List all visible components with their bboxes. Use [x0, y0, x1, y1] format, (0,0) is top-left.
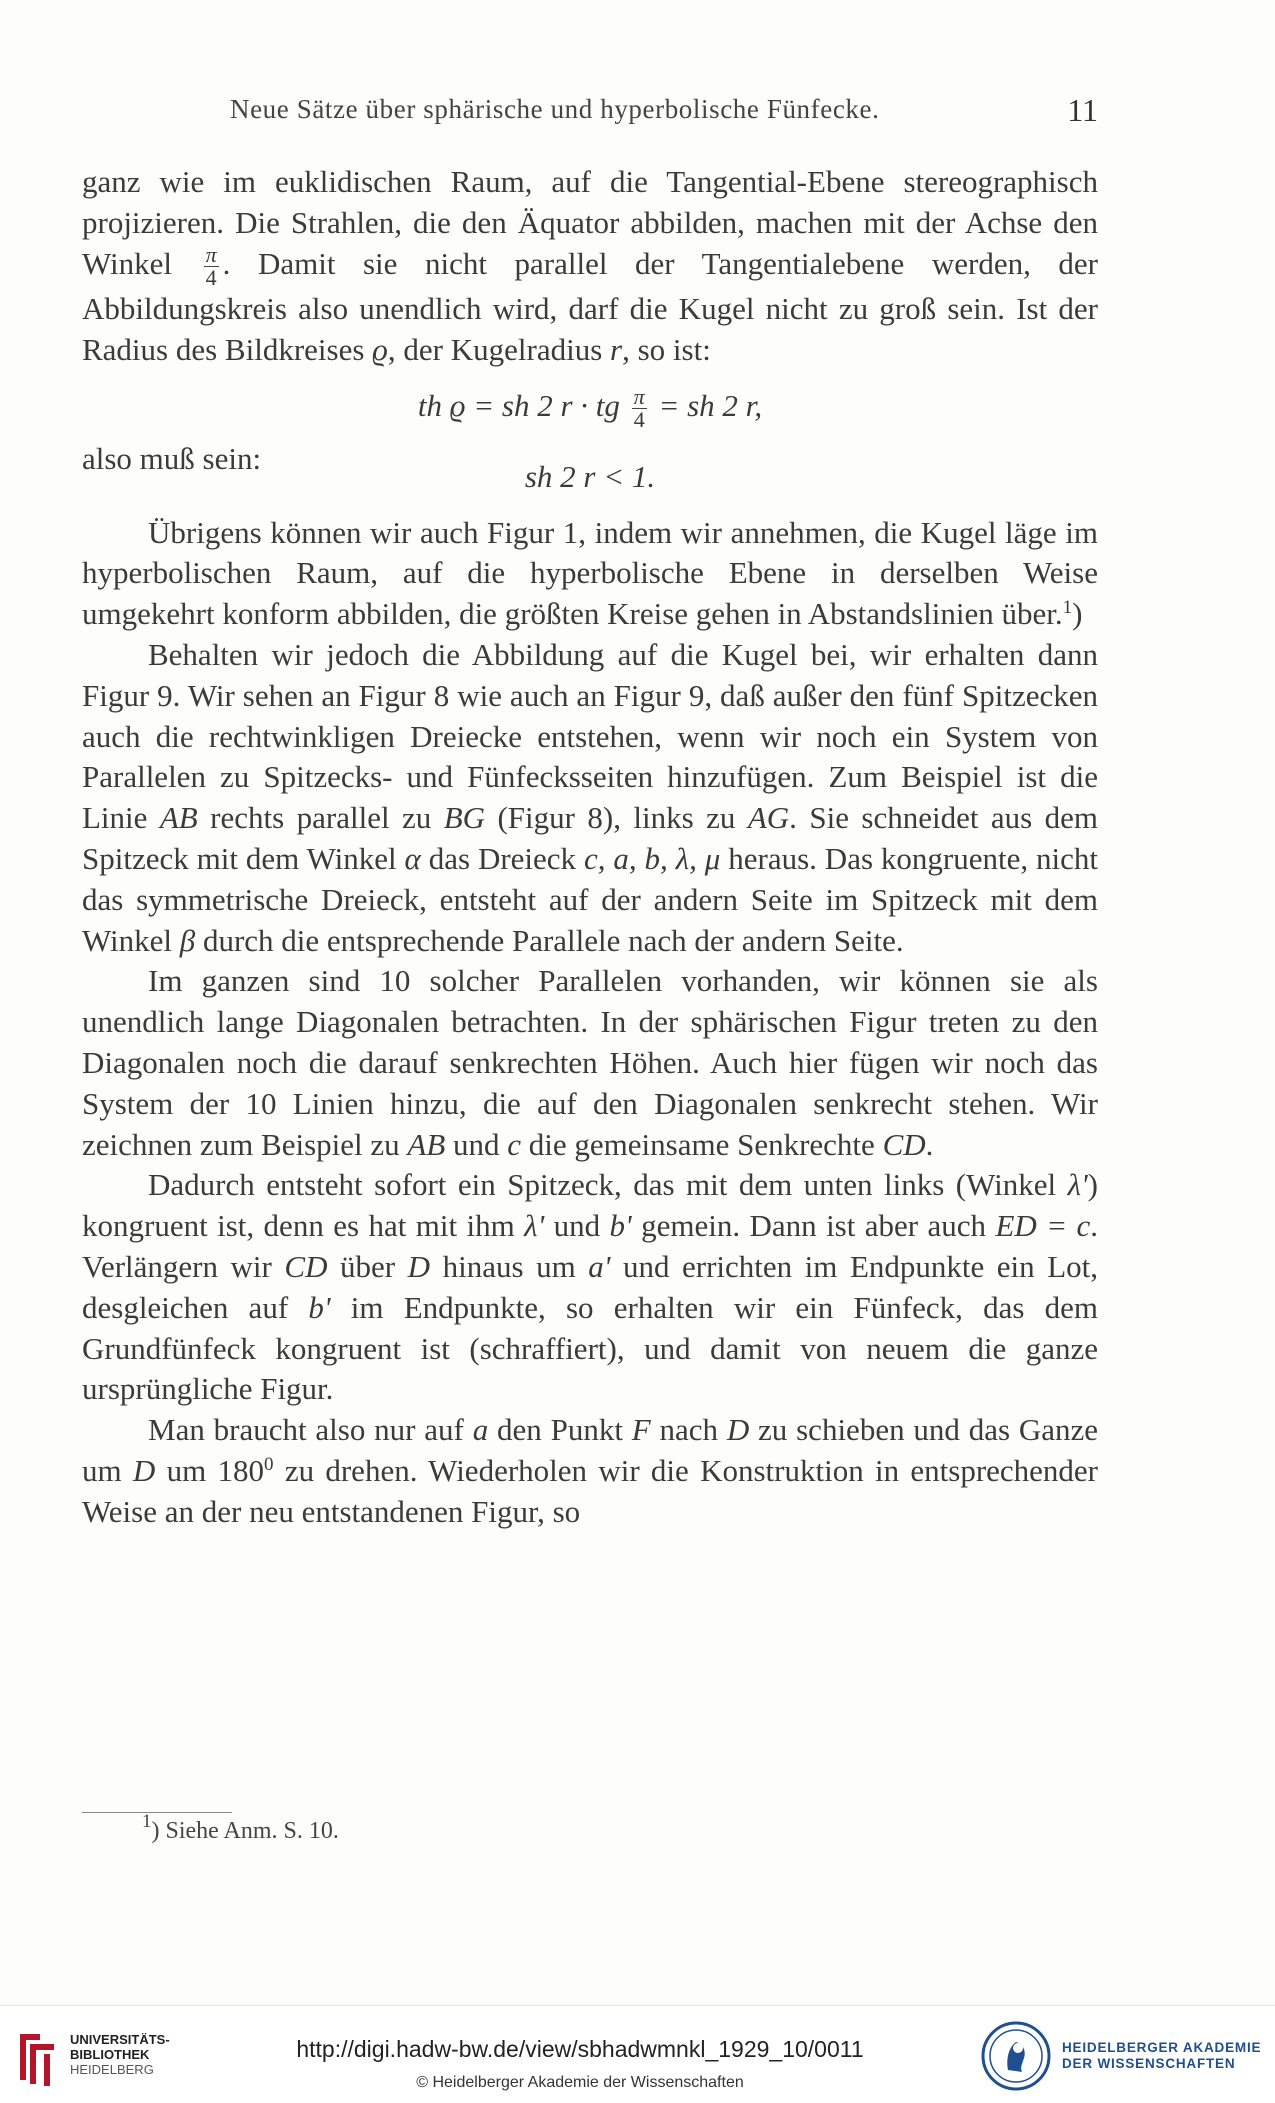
formula-block	[82, 439, 1098, 509]
math-symbol: F	[631, 1412, 651, 1448]
math-symbol: λ'	[524, 1208, 545, 1244]
library-name-line: UNIVERSITÄTS-	[70, 2032, 170, 2047]
footnote-text: ) Siehe Anm. S. 10.	[151, 1818, 339, 1844]
formula-left: th ϱ = sh 2 r · tg	[417, 387, 620, 423]
text-span: ganz wie im euklidischen Raum, auf die Tangential-Ebene stereographisch projizieren. Die Strahlen, die den Äquator abbilden, machen mit der Achse den Winkel	[82, 164, 1098, 281]
math-symbol: AB	[159, 800, 198, 836]
university-library-logo-icon	[14, 2028, 60, 2088]
paragraph	[82, 961, 1098, 1165]
math-symbol: D	[407, 1248, 431, 1284]
text-span: die gemeinsame Senkrechte	[528, 1126, 875, 1162]
math-symbol: c, a, b, λ, μ	[583, 840, 721, 876]
text-span: . Verlängern wir	[82, 1208, 1099, 1284]
math-symbol: CD	[882, 1126, 926, 1162]
paragraph	[82, 635, 1098, 961]
text-span: . Damit sie nicht parallel der Tangentialebene werden, der Abbildungskreis also unendlich wird, darf die Kugel nicht zu groß sein. Ist der Radius des Bildkreises	[82, 245, 1098, 367]
text-span: durch die entsprechende Parallele nach der andern Seite.	[202, 922, 904, 958]
math-symbol: a	[472, 1412, 489, 1448]
footnote	[142, 1806, 339, 1856]
fraction	[204, 241, 219, 290]
text-span: )	[1072, 596, 1083, 632]
math-symbol: D	[726, 1412, 750, 1448]
math-symbol: AB	[407, 1126, 446, 1162]
math-symbol: BG	[443, 800, 486, 836]
math-symbol: ϱ	[372, 331, 388, 367]
fraction-numerator: π	[633, 383, 645, 409]
math-symbol: β	[179, 922, 196, 958]
university-library-name	[70, 2032, 170, 2077]
formula: sh 2 r < 1.	[524, 458, 656, 494]
page-header	[82, 94, 1098, 134]
text-span: hinaus um	[442, 1248, 576, 1284]
text-span: und	[553, 1208, 601, 1244]
text-span: ) kongruent ist, denn es hat mit ihm	[82, 1167, 1098, 1244]
math-symbol: c	[507, 1126, 522, 1162]
body-text	[82, 162, 1098, 1533]
paragraph	[82, 513, 1098, 635]
page-number: 11	[1067, 92, 1098, 128]
academy-seal-icon	[980, 2020, 1052, 2092]
text-span: Dadurch entsteht sofort ein Spitzeck, das mit dem unten links (Winkel	[148, 1167, 1057, 1203]
text-span: Behalten wir jedoch die Abbildung auf die Kugel bei, wir erhalten dann Figur 9. Wir sehen an Figur 8 wie auch an Figur 9, daß außer den fünf Spitzecken auch die rechtwinkligen Dreiecke entstehen, wenn wir noch ein System von Parallelen zu Spitzecks- und Fünfecksseiten hinzufügen. Zum Beispiel ist die Linie	[82, 636, 1098, 836]
viewer-footer	[0, 2005, 1275, 2103]
text-span: . Sie schneidet aus dem Spitzeck mit dem Winkel	[82, 800, 1099, 876]
math-symbol: b'	[308, 1289, 331, 1325]
text-span: , so ist:	[622, 331, 711, 367]
text-span: und errichten im Endpunkte ein Lot, desgleichen auf	[82, 1248, 1099, 1325]
text-span: den Punkt	[497, 1412, 623, 1448]
text-span: und	[453, 1126, 500, 1162]
degree-mark: 0	[264, 1453, 274, 1475]
fraction	[632, 383, 647, 432]
text-span: gemein. Dann ist aber auch	[641, 1208, 987, 1244]
text-span: zu schieben und das Ganze um	[82, 1412, 1098, 1488]
fraction-denominator: 4	[205, 264, 217, 290]
text-span: um 180	[166, 1452, 265, 1488]
math-symbol: D	[132, 1452, 156, 1488]
text-span: nach	[659, 1412, 719, 1448]
math-symbol: λ'	[1067, 1167, 1088, 1203]
paragraph	[82, 162, 1098, 371]
paragraph	[82, 1410, 1098, 1532]
running-title: Neue Sätze über sphärische und hyperbolische Fünfecke.	[230, 94, 880, 124]
text-span: Übrigens können wir auch Figur 1, indem wir annehmen, die Kugel läge im hyperbolischen Raum, auf die hyperbolische Ebene in derselben Weise umgekehrt konform abbilden, die größten Kreise gehen in Abstandslinien über.	[82, 514, 1098, 632]
copyright-notice: © Heidelberger Akademie der Wissenschaften	[416, 2074, 744, 2091]
text-span: (Figur 8), links zu	[497, 800, 736, 836]
text-span: über	[340, 1248, 396, 1284]
math-symbol: CD	[284, 1248, 328, 1284]
academy-name-line: DER WISSENSCHAFTEN	[1062, 2056, 1236, 2071]
text-span: heraus. Das kongruente, nicht das symmetrische Dreieck, entsteht auf der andern Seite im Spitzeck mit dem Winkel	[82, 840, 1099, 958]
fraction-denominator: 4	[633, 406, 645, 432]
academy-name	[1062, 2040, 1261, 2072]
text-span: .	[925, 1126, 934, 1162]
math-symbol: r	[610, 331, 623, 367]
text-span: Im ganzen sind 10 solcher Parallelen vorhanden, wir können sie als unendlich lange Diagonalen betrachten. In der sphärischen Figur treten zu den Diagonalen noch die darauf senkrechten Höhen. Auch hier fügen wir noch das System der 10 Linien hinzu, die auf den Diagonalen senkrecht stehen. Wir zeichnen zum Beispiel zu	[82, 963, 1098, 1162]
permalink-url[interactable]: http://digi.hadw-bw.de/view/sbhadwmnkl_1929_10/0011	[296, 2036, 864, 2062]
text-span: das Dreieck	[428, 840, 577, 876]
math-symbol: a'	[588, 1248, 611, 1284]
text-span: rechts parallel zu	[210, 800, 432, 836]
text-span: Man braucht also nur auf	[148, 1412, 464, 1448]
academy-name-line: HEIDELBERGER AKADEMIE	[1062, 2040, 1262, 2055]
math-symbol: ED = c	[995, 1208, 1091, 1244]
text-span: zu drehen. Wiederholen wir die Konstruktion in entsprechender Weise an der neu entstandenen Figur, so	[82, 1452, 1099, 1529]
math-symbol: AG	[747, 800, 790, 836]
formula-right: = sh 2 r,	[658, 387, 763, 423]
math-symbol: α	[404, 840, 421, 876]
library-name-line: BIBLIOTHEK	[70, 2047, 150, 2062]
text-span: im Endpunkte, so erhalten wir ein Fünfeck, das dem Grundfünfeck kongruent ist (schraffiert), und damit von neuem die ganze ursprüngliche Figur.	[82, 1289, 1098, 1407]
footnote-reference: 1	[1062, 597, 1073, 619]
footnote-marker: 1	[142, 1811, 152, 1832]
library-name-line: HEIDELBERG	[70, 2062, 154, 2077]
formula-label: also muß sein:	[82, 440, 262, 476]
text-span: , der Kugelradius	[387, 331, 603, 367]
math-symbol: b'	[609, 1208, 632, 1244]
formula	[82, 377, 1098, 435]
paragraph	[82, 1165, 1098, 1410]
fraction-numerator: π	[205, 241, 217, 267]
